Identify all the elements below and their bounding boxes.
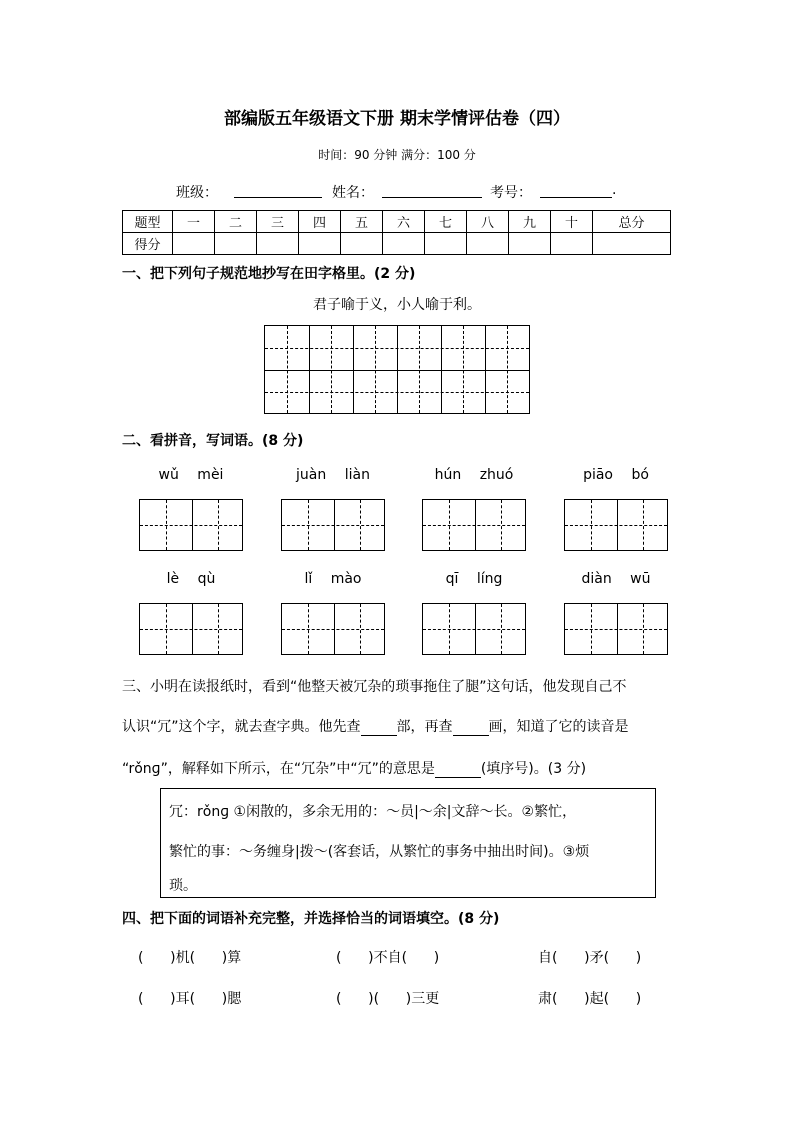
idiom-fill-item[interactable]: 肃( )起( ) <box>538 991 642 1007</box>
score-header-cell: 七 <box>425 211 467 233</box>
score-header-cell: 总分 <box>593 211 671 233</box>
answer-grid[interactable] <box>139 499 243 551</box>
section1-heading: 一、把下列句子规范地抄写在田字格里。(2 分) <box>122 266 416 282</box>
score-header-cell: 一 <box>173 211 215 233</box>
answer-grid[interactable] <box>281 603 385 655</box>
page-title: 部编版五年级语文下册 期末学情评估卷（四） <box>224 109 570 129</box>
section4-heading: 四、把下面的词语补充完整，并选择恰当的词语填空。(8 分) <box>122 911 500 927</box>
dictionary-line: 冗：rǒnɡ ①闲散的，多余无用的：～员|～余|文辞～长。②繁忙， <box>169 804 577 820</box>
score-table-header-row <box>123 211 671 233</box>
idiom-fill-item[interactable]: 自( )矛( ) <box>538 950 642 966</box>
score-header-cell: 题型 <box>123 211 173 233</box>
idiom-fill-item[interactable]: ( )不自( ) <box>336 950 440 966</box>
pinyin-label: piāo bó <box>583 467 649 483</box>
class-label: 班级： <box>176 185 218 201</box>
section1-writing-grid[interactable] <box>264 325 530 414</box>
answer-grid[interactable] <box>422 499 526 551</box>
score-cell[interactable] <box>173 233 215 255</box>
section3-text: 认识“冗”这个字，就去查字典。他先查 <box>122 719 361 735</box>
score-cell[interactable] <box>341 233 383 255</box>
score-header-cell: 九 <box>509 211 551 233</box>
score-cell[interactable] <box>593 233 671 255</box>
score-cell[interactable] <box>425 233 467 255</box>
number-blank[interactable] <box>540 182 612 198</box>
pinyin-label: juàn liàn <box>296 467 370 483</box>
class-blank[interactable] <box>234 182 322 198</box>
score-header-cell: 六 <box>383 211 425 233</box>
section3-line1: 三、小明在读报纸时，看到“他整天被冗杂的琐事拖住了腿”这句话，他发现自己不 <box>122 679 627 695</box>
end-mark: . <box>612 182 617 198</box>
score-cell[interactable] <box>509 233 551 255</box>
pinyin-label: lè qù <box>166 571 216 587</box>
answer-grid[interactable] <box>422 603 526 655</box>
score-header-cell: 八 <box>467 211 509 233</box>
score-table <box>122 210 671 255</box>
idiom-fill-item[interactable]: ( )耳( )腮 <box>138 991 242 1007</box>
name-label: 姓名： <box>332 185 374 201</box>
section3-text: (填序号)。(3 分) <box>480 761 587 777</box>
score-row-label: 得分 <box>123 233 173 255</box>
score-header-cell: 二 <box>215 211 257 233</box>
section3-line2 <box>122 716 682 736</box>
answer-grid[interactable] <box>139 603 243 655</box>
score-cell[interactable] <box>299 233 341 255</box>
section3-text: 部，再查 <box>396 719 453 735</box>
exam-time-info: 时间：90 分钟 满分：100 分 <box>318 148 476 162</box>
pinyin-label: qī líng <box>445 571 503 587</box>
pinyin-label: diàn wū <box>581 571 651 587</box>
dictionary-entry-box <box>160 788 656 898</box>
name-blank[interactable] <box>382 182 482 198</box>
score-header-cell: 十 <box>551 211 593 233</box>
idiom-fill-item[interactable]: ( )( )三更 <box>336 991 440 1007</box>
pinyin-label: hún zhuó <box>434 467 514 483</box>
score-header-cell: 五 <box>341 211 383 233</box>
score-cell[interactable] <box>383 233 425 255</box>
score-cell[interactable] <box>215 233 257 255</box>
dictionary-line: 琐。 <box>169 878 197 894</box>
score-cell[interactable] <box>551 233 593 255</box>
stroke-count-blank[interactable] <box>453 721 489 736</box>
number-label: 考号： <box>490 185 532 201</box>
section1-sentence: 君子喻于义，小人喻于利。 <box>313 297 481 313</box>
section3-text: 画，知道了它的读音是 <box>488 719 629 735</box>
answer-grid[interactable] <box>564 499 668 551</box>
section3-text: “rǒnɡ”，解释如下所示，在“冗杂”中“冗”的意思是 <box>122 761 435 777</box>
score-header-cell: 四 <box>299 211 341 233</box>
section2-heading: 二、看拼音，写词语。(8 分) <box>122 433 304 449</box>
pinyin-label: wǔ mèi <box>158 467 224 483</box>
score-header-cell: 三 <box>257 211 299 233</box>
idiom-fill-item[interactable]: ( )机( )算 <box>138 950 242 966</box>
meaning-blank[interactable] <box>435 763 481 778</box>
score-table-score-row <box>123 233 671 255</box>
score-cell[interactable] <box>257 233 299 255</box>
dictionary-line: 繁忙的事：～务缠身|拨～(客套话，从繁忙的事务中抽出时间)。③烦 <box>169 844 590 860</box>
pinyin-label: lǐ mào <box>304 571 362 587</box>
score-cell[interactable] <box>467 233 509 255</box>
answer-grid[interactable] <box>281 499 385 551</box>
answer-grid[interactable] <box>564 603 668 655</box>
section3-line3 <box>122 758 682 778</box>
radical-blank[interactable] <box>361 721 397 736</box>
